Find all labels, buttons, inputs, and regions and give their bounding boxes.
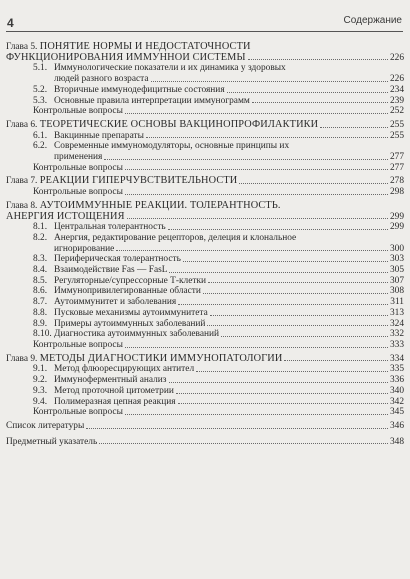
page-ref: 303 [389, 254, 404, 265]
chapter-title: ПОНЯТИЕ НОРМЫ И НЕДОСТАТОЧНОСТИ [39, 41, 251, 52]
toc-chapter-7[interactable] [6, 176, 404, 187]
entry-text: Диагностика аутоиммунных заболеваний [54, 329, 220, 340]
toc-index[interactable] [6, 437, 404, 448]
entry-number: 5.1. [33, 63, 48, 74]
page-ref: 345 [389, 407, 404, 418]
entry-text: Контрольные вопросы [33, 407, 123, 418]
entry-number: 9.2. [33, 375, 48, 386]
entry-text: Основные правила интерпретации иммунограмм [54, 95, 250, 106]
entry-text: Полимеразная цепная реакция [54, 396, 176, 407]
entry-number: 8.6. [33, 286, 48, 297]
entry-number: 5.2. [33, 84, 48, 95]
toc-entry-6-2-cont[interactable] [6, 152, 404, 163]
toc-chapter-6[interactable] [6, 120, 404, 131]
entry-number: 8.7. [33, 297, 48, 308]
entry-text: Иммуноферментный анализ [54, 375, 167, 386]
page-ref: 305 [389, 265, 404, 276]
toc-chapter-8[interactable] [6, 212, 404, 223]
page-ref: 332 [389, 329, 404, 340]
page-ref: 299 [389, 222, 404, 233]
toc-entry-8-2-cont[interactable] [6, 244, 404, 255]
toc-control-9[interactable] [6, 407, 404, 418]
entry-number: 6.2. [33, 141, 48, 152]
running-header: Содержание [343, 15, 402, 26]
chapter-title: МЕТОДЫ ДИАГНОСТИКИ ИММУНОПАТОЛОГИИ [39, 353, 283, 364]
page-ref: 226 [389, 74, 404, 85]
entry-number: 9.4. [33, 396, 48, 407]
entry-text: Регуляторные/супрессорные Т-клетки [54, 275, 207, 286]
page-ref: 298 [389, 187, 404, 198]
entry-text: Контрольные вопросы [33, 162, 123, 173]
toc-control-7[interactable] [6, 187, 404, 198]
entry-text: Список литературы [6, 420, 85, 431]
page-ref: 255 [389, 130, 404, 141]
entry-text: игнорирование [54, 243, 115, 254]
chapter-lead: Глава 8. [6, 200, 40, 211]
chapter-title: АНЕРГИЯ ИСТОЩЕНИЯ [6, 211, 125, 222]
chapter-lead: Глава 7. [6, 176, 40, 187]
toc-entry-5-3[interactable] [6, 96, 404, 107]
entry-number: 8.4. [33, 265, 48, 276]
entry-text: Аутоиммунитет и заболевания [54, 297, 177, 308]
page-ref: 340 [389, 385, 404, 396]
toc-entry-8-8[interactable] [6, 308, 404, 319]
page-ref: 313 [389, 307, 404, 318]
entry-text: Вакцинные препараты [54, 130, 144, 141]
entry-number: 8.10. [33, 329, 52, 340]
page-ref: 335 [389, 364, 404, 375]
page-ref: 239 [389, 95, 404, 106]
toc-control-5[interactable] [6, 106, 404, 117]
page-ref: 346 [389, 420, 404, 431]
entry-text: Метод проточной цитометрии [54, 385, 174, 396]
entry-text: Вторичные иммунодефицитные состояния [54, 84, 225, 95]
toc-entry-8-5[interactable] [6, 276, 404, 287]
page-ref: 348 [389, 436, 404, 447]
toc-entry-8-1[interactable] [6, 222, 404, 233]
toc-entry-8-9[interactable] [6, 319, 404, 330]
page-ref: 299 [389, 211, 404, 222]
page-number: 4 [7, 16, 14, 30]
page-ref: 277 [389, 152, 404, 163]
entry-text: применения [54, 152, 103, 163]
toc-entry-8-7[interactable] [6, 297, 404, 308]
entry-number: 9.3. [33, 385, 48, 396]
entry-text: Центральная толерантность [54, 222, 166, 233]
page-ref: 278 [389, 176, 404, 187]
entry-text: Предметный указатель [6, 436, 98, 447]
entry-text: Пусковые механизмы аутоиммунитета [54, 307, 208, 318]
entry-number: 9.1. [33, 364, 48, 375]
toc-entry-9-1[interactable] [6, 364, 404, 375]
toc-chapter-8-title[interactable] [6, 201, 404, 212]
toc-control-6[interactable] [6, 163, 404, 174]
page-ref: 307 [389, 275, 404, 286]
entry-text: Контрольные вопросы [33, 106, 123, 117]
entry-number: 8.8. [33, 307, 48, 318]
page-ref: 311 [390, 297, 404, 308]
toc-entry-8-10[interactable] [6, 329, 404, 340]
page-ref: 308 [389, 286, 404, 297]
page-ref: 255 [389, 119, 404, 130]
toc-entry-8-3[interactable] [6, 254, 404, 265]
toc-references[interactable] [6, 421, 404, 432]
entry-text: Современные иммуномодуляторы, основные принципы их [54, 141, 290, 152]
page-ref: 252 [389, 106, 404, 117]
page-ref: 300 [389, 243, 404, 254]
entry-number: 5.3. [33, 95, 48, 106]
toc-entry-8-6[interactable] [6, 286, 404, 297]
entry-text: Контрольные вопросы [33, 339, 123, 350]
header-divider [6, 31, 403, 32]
page-ref: 333 [389, 339, 404, 350]
entry-number: 8.2. [33, 232, 48, 243]
toc-chapter-9[interactable] [6, 354, 404, 365]
toc-entry-6-1[interactable] [6, 131, 404, 142]
page-ref: 324 [389, 318, 404, 329]
chapter-title: ТЕОРЕТИЧЕСКИЕ ОСНОВЫ ВАКЦИНОПРОФИЛАКТИКИ [39, 119, 319, 130]
chapter-lead: Глава 6. [6, 119, 40, 130]
toc-entry-5-2[interactable] [6, 85, 404, 96]
chapter-lead: Глава 9. [6, 353, 40, 364]
entry-text: Взаимодействие Fas — FasL [54, 265, 168, 276]
entry-number: 6.1. [33, 130, 48, 141]
page-ref: 336 [389, 375, 404, 386]
toc-entry-6-2[interactable] [6, 141, 404, 152]
entry-text: Контрольные вопросы [33, 187, 123, 198]
toc-entry-5-1[interactable] [6, 63, 404, 74]
entry-text: Иммунологические показатели и их динамика у здоровых [54, 63, 286, 74]
toc-control-8[interactable] [6, 340, 404, 351]
entry-number: 8.1. [33, 222, 48, 233]
chapter-title: РЕАКЦИИ ГИПЕРЧУВСТВИТЕЛЬНОСТИ [39, 176, 238, 187]
toc-entry-8-4[interactable] [6, 265, 404, 276]
entry-text: Периферическая толерантность [54, 254, 181, 265]
toc-entry-9-3[interactable] [6, 386, 404, 397]
page-ref: 342 [389, 396, 404, 407]
toc-chapter-5-title[interactable] [6, 42, 404, 53]
entry-text: Анергия, редактирование рецепторов, делеция и клональное [54, 232, 297, 243]
entry-text: Иммунопривилегированные области [54, 286, 201, 297]
toc-entry-9-2[interactable] [6, 375, 404, 386]
entry-number: 8.5. [33, 275, 48, 286]
entry-text: Метод флюоресцирующих антител [54, 364, 195, 375]
chapter-title: ФУНКЦИОНИРОВАНИЯ ИММУННОЙ СИСТЕМЫ [6, 52, 246, 63]
toc-chapter-5[interactable] [6, 53, 404, 64]
entry-number: 8.3. [33, 254, 48, 265]
page-ref: 226 [389, 52, 404, 63]
toc-entry-9-4[interactable] [6, 397, 404, 408]
toc-entry-5-1-cont[interactable] [6, 74, 404, 85]
toc-entry-8-2[interactable] [6, 233, 404, 244]
entry-text: Примеры аутоиммунных заболеваний [54, 318, 206, 329]
page-ref: 277 [389, 162, 404, 173]
table-of-contents [6, 39, 404, 447]
page-ref: 234 [389, 84, 404, 95]
chapter-title: АУТОИММУННЫЕ РЕАКЦИИ. ТОЛЕРАНТНОСТЬ. [39, 199, 281, 211]
entry-number: 8.9. [33, 318, 48, 329]
page-ref: 334 [389, 353, 404, 364]
entry-text: людей разного возраста [54, 74, 149, 85]
chapter-lead: Глава 5. [6, 42, 40, 52]
